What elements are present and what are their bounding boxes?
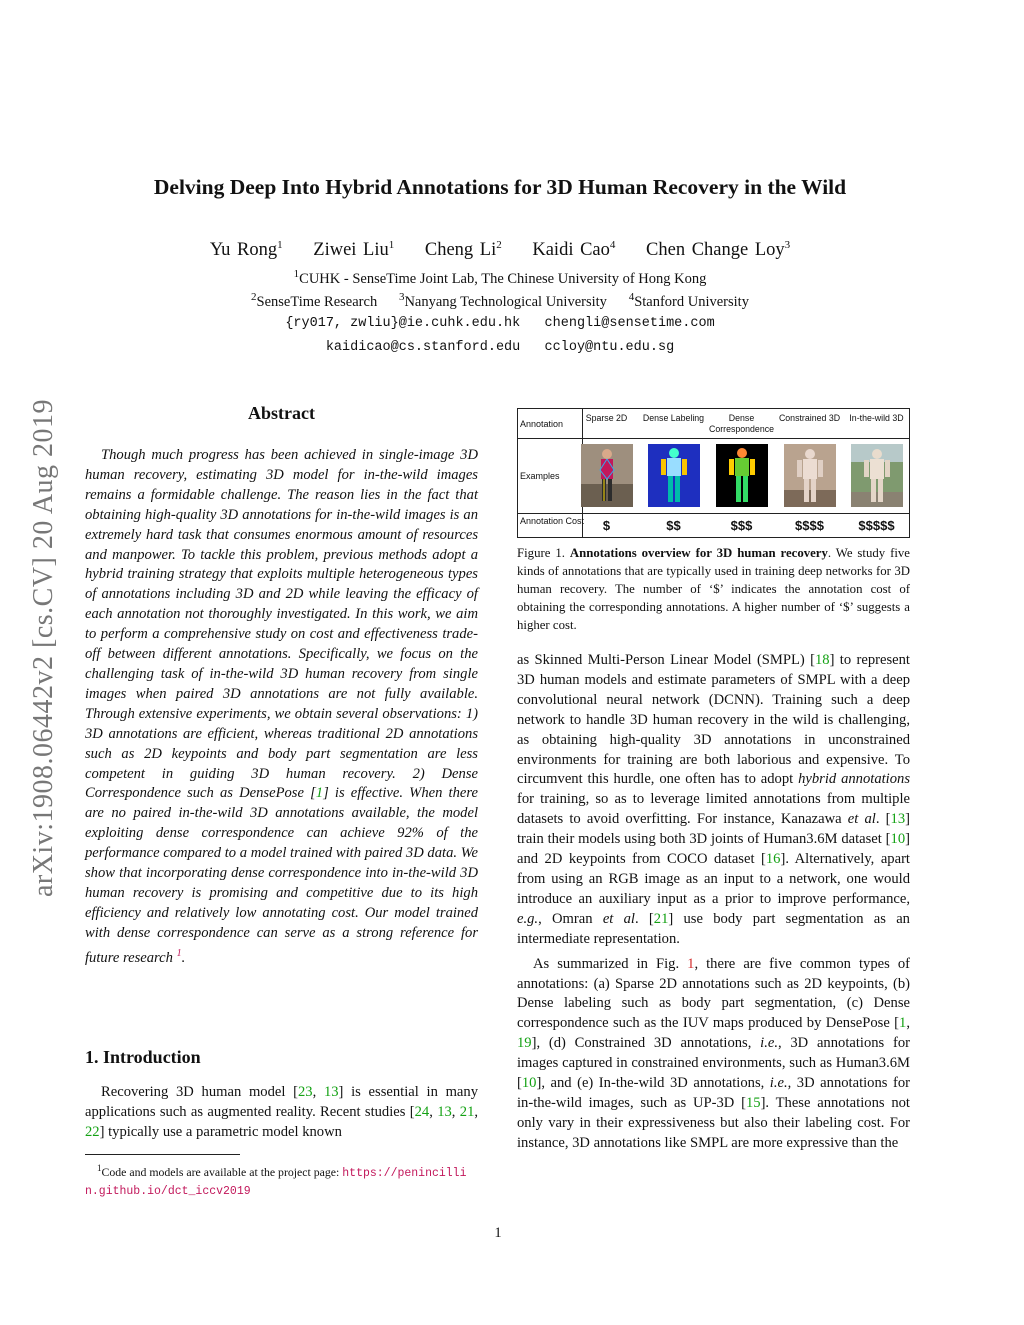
introduction-text: Recovering 3D human model [23, 13] is essential in many applications such as augmented reality. Recent studies [24, 13, 21, 22] typically use a parametric model known	[85, 1084, 479, 1140]
sparse-2d-example-image	[581, 444, 633, 507]
citation-link[interactable]: 13	[437, 1103, 452, 1120]
arxiv-identifier: arXiv:1908.06442v2 [cs.CV] 20 Aug 2019	[28, 398, 59, 898]
abstract-heading: Abstract	[248, 403, 315, 423]
citation-link[interactable]: 21	[459, 1103, 475, 1120]
citation-link[interactable]: 15	[745, 1094, 761, 1111]
citation-link[interactable]: 10	[890, 831, 906, 848]
paper-title: Delving Deep Into Hybrid Annotations for 3D Human Recovery in the Wild	[153, 175, 847, 199]
citation-link[interactable]: 13	[890, 811, 906, 828]
cost-value: $$$$	[795, 518, 824, 533]
citation-link[interactable]: 23	[298, 1084, 313, 1100]
cost-row	[518, 513, 909, 538]
dense-correspondence-example-image	[716, 444, 768, 507]
row-label-examples: Examples	[520, 471, 560, 481]
citation-link[interactable]: 13	[323, 1084, 339, 1100]
abstract-text: Though much progress has been achieved in single-image 3D human recovery, estimating 3D model for in-the-wild images remains a formidable challenge. The reason lies in the fact that obtaining high-quality 3D annotations for in-the-wild images is an extremely hard task that consumes enormous amount of resources and manpower. To tackle this problem, previous methods adopt a hybrid training strategy that exploits multiple heterogeneous types of annotations including 3D and 2D while leaving the efficacy of each annotation not thoroughly investigated. In this work, we aim to perform a comprehensive study on cost and effectiveness trade-off between different annotations. Specifically, we focus on the challenging task of in-the-wild 3D human recovery from single images when paired 3D annotations are not fully available. Through extensive experiments, we obtain several observations: 1) 3D annotations are efficient, whereas traditional 2D annotations such as 2D keypoints and body part segmentation are less competent in guiding 3D human recovery. 2) Dense Correspondence such as DensePose [1] is effective. When there are no paired in-the-wild 3D annotations available, the model exploiting dense correspondence can achieve 92% of the performance compared to a model trained with paired 3D data. We show that incorporating dense correspondence into in-the-wild 3D human recovery is promising and competitive due to its high efficiency and relatively low annotating cost. Our model trained with dense correspondence can serve as a strong reference for future research $^1$.	[85, 447, 478, 966]
cost-value: $$	[666, 518, 681, 533]
footnote: $^1$Code and models are available at the project page: https://penincillin.github.io/dct_iccv2019	[85, 1163, 467, 1198]
author: Kaidi Cao$^4$	[532, 239, 616, 261]
footnote-rule	[85, 1154, 240, 1155]
cost-value: $	[602, 518, 611, 533]
citation-link[interactable]: 18	[815, 652, 830, 668]
project-page-link[interactable]: https://penincillin.github.io/dct_iccv2019	[85, 1166, 467, 1198]
footnote-link[interactable]: 1	[176, 947, 182, 959]
author: Chen Change Loy$^3$	[646, 239, 791, 261]
column-header: Dense Correspondence	[708, 413, 775, 434]
examples-row	[518, 438, 909, 513]
email-line-1: {ry017, zwliu}@ie.cuhk.edu.hk chengli@sensetime.com	[285, 316, 715, 331]
citation-link[interactable]: 24	[414, 1103, 430, 1120]
section-heading-introduction: 1. Introduction	[85, 1047, 201, 1067]
paragraph: as Skinned Multi-Person Linear Model (SMPL) [18] to represent 3D human models and estimate parameters of SMPL with a deep convolutional neural network (DCNN). Training such a deep network to handle 3D human recovery in the wild is challenging, as obtaining high-quality 3D annotations in unconstrained environments for training are both laborious and expensive. To circumvent this hurdle, one often has to adopt hybrid annotations for training, so as to leverage limited annotations from multiple datasets to avoid overfitting. For instance, Kanazawa et al. [13] train their models using both 3D joints of Human3.6M dataset [10] and 2D keypoints from COCO dataset [16]. Alternatively, apart from using an RGB image as an input to a network, one would introduce an auxiliary input as a prior to improve performance, e.g., Omran et al. [21] use body part segmentation as an intermediate representation.	[517, 652, 910, 947]
citation-link[interactable]: 19	[517, 1035, 532, 1052]
citation-link[interactable]: 10	[521, 1075, 537, 1092]
row-label-annotation: Annotation	[520, 419, 564, 429]
citation-link[interactable]: 16	[765, 851, 781, 868]
citation-link[interactable]: 1	[315, 785, 324, 802]
email-line-2: kaidicao@cs.stanford.edu ccloy@ntu.edu.sg	[325, 340, 675, 355]
cost-value: $$$$$	[858, 518, 895, 533]
column-header: Dense Labeling	[642, 413, 705, 423]
affiliation-line-1: $^1$CUHK - SenseTime Joint Lab, The Chinese University of Hong Kong	[293, 268, 707, 287]
constrained-3d-example-image	[784, 444, 836, 507]
author-list	[0, 239, 1000, 261]
right-column-text	[517, 651, 910, 1154]
column-header: Sparse 2D	[585, 413, 628, 423]
citation-link[interactable]: 21	[653, 910, 669, 927]
author: Yu Rong$^1$	[209, 239, 283, 261]
page-number: 1	[494, 1225, 502, 1241]
figure-link[interactable]: 1	[687, 955, 695, 972]
author: Cheng Li$^2$	[424, 239, 502, 261]
author: Ziwei Liu$^1$	[313, 239, 395, 261]
in-the-wild-3d-example-image	[851, 444, 903, 507]
paragraph: As summarized in Fig. 1, there are five common types of annotations: (a) Sparse 2D annotations such as 2D keypoints, (b) Dense labeling such as body part segmentation, (c) Dense correspondence such as the IUV maps produced by DensePose [1, 19], (d) Constrained 3D annotations, i.e., 3D annotations for images captured in constrained environments, such as Human3.6M [10], and (e) In-the-wild 3D annotations, i.e., 3D annotations for in-the-wild images, such as UP-3D [15]. These annotations not only vary in their expressiveness but also their labeling cost. For instance, 3D annotations like SMPL are more expressive than the	[517, 955, 911, 1151]
dense-labeling-example-image	[648, 444, 700, 507]
citation-link[interactable]: 22	[85, 1123, 100, 1140]
affiliation-line-2: $^2$SenseTime Research $^3$Nanyang Technological University $^4$Stanford University	[251, 291, 749, 310]
row-label-annotation-cost: Annotation Cost	[520, 516, 585, 526]
figure-1-caption: Figure 1. Annotations overview for 3D human recovery. We study five kinds of annotations that are typically used in training deep networks for 3D human recovery. The number of ‘$’ indicates the annotation cost of obtaining the corresponding annotations. A higher number of ‘$’ suggests a higher cost.	[517, 546, 910, 632]
annotation-row	[518, 409, 909, 439]
cost-value: $$$	[730, 518, 753, 533]
figure-1-table	[517, 408, 910, 538]
column-header: In-the-wild 3D	[849, 413, 904, 423]
citation-link[interactable]: 1	[899, 1015, 907, 1032]
column-header: Constrained 3D	[778, 413, 841, 423]
